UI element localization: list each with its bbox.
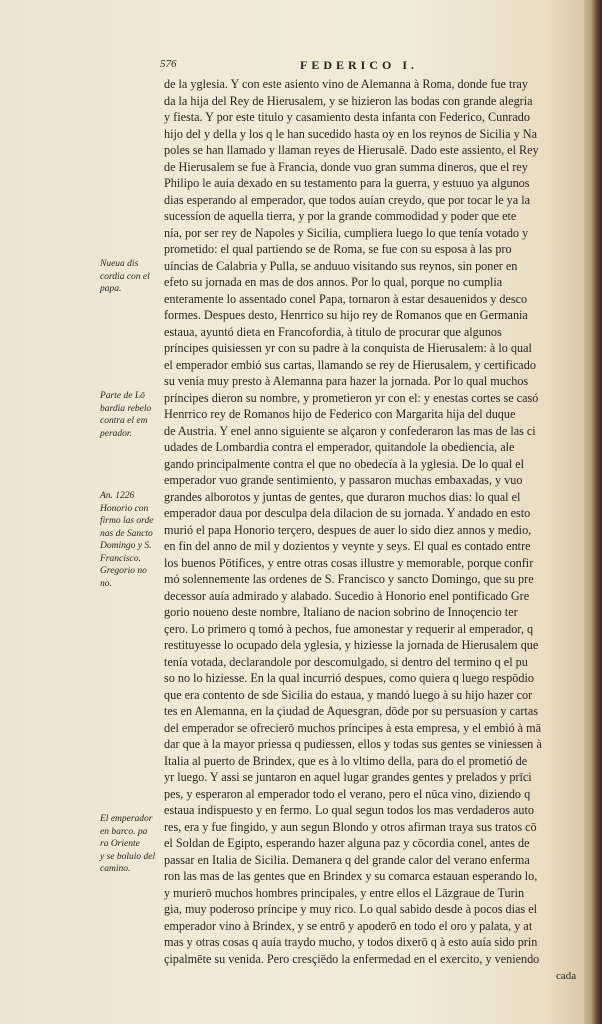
text-line: gia, muy poderoso príncipe y muy rico. Lo qual sabido desde à pocos dias el	[164, 902, 537, 916]
marginal-note-line: ra Oriente	[100, 839, 140, 849]
text-line: dias esperando al emperador, que todos auían creydo, que por tocar le ya la	[164, 192, 531, 207]
text-line: gorio noueno deste nombre, Italiano de nacion sobrino de Innoçencio ter	[164, 605, 518, 619]
text-line: de Austria. Y enel anno siguiente se alçaron y confederaron las mas de las ci	[164, 423, 536, 438]
next-page-edge	[584, 0, 602, 1024]
text-line: emperador vino à Brindex, y se entrō y apoderō en todo el oro y palata, y at	[164, 918, 533, 933]
text-line: emperador daua por desculpa dela dilacion de su jornada. Y andado en esto	[164, 506, 531, 520]
text-line: en fin del anno de mil y dozientos y veynte y seys. El qual es contado entre	[164, 539, 531, 553]
text-line: çipalmēte su venida. Pero cresçiēdo la enfermedad en el exercito, y veniendo	[164, 951, 540, 966]
text-line: efeto su jornada en mas de dos annos. Por lo qual, porque no cumplia	[164, 275, 503, 289]
text-line: y murierō muchos hombres principales, y entre ellos el Lāzgraue de Turin	[164, 885, 525, 900]
text-line: passar en Italia de Sicilia. Demanera q del grande calor del verano enferma	[164, 852, 530, 867]
running-head: FEDERICO I.	[300, 58, 419, 72]
text-line: poles se han llamado y llaman reyes de Hierusalē. Dado este assiento, el Rey	[164, 143, 539, 157]
text-line: pes, y esperaron al emperador todo el verano, pero el nūca vino, diziendo q	[164, 786, 531, 801]
page-number: 576	[160, 58, 177, 70]
marginal-note-line: El emperador	[100, 814, 153, 824]
text-line: estaua indispuesto y en fermo. Lo qual segun todos los mas verdaderos auto	[164, 803, 534, 817]
show-through-text	[120, 190, 160, 260]
text-line: mó solennemente las ordenes de S. Francisco y sancto Domingo, que su pre	[164, 572, 534, 586]
marginal-note-line: Francisco.	[100, 553, 141, 564]
marginal-note-line: firmo las orde	[100, 516, 154, 526]
marginal-note-line: camino.	[100, 864, 131, 874]
text-line: hijo del y della y los q le han sucedido hasta oy en los reynos de Sicilia y Na	[164, 126, 537, 141]
text-line: enteramente lo assentado conel Papa, tornaron à estar desauenidos y desco	[164, 291, 528, 306]
main-text-block	[164, 76, 574, 967]
text-line: udades de Lombardia contra el emperador, quitandole la obediencia, ale	[164, 440, 515, 454]
text-line: estaua, ayuntó dieta en Francofordia, à titulo de procurar que algunos	[164, 324, 502, 339]
text-line: Italia al puerto de Brindex, que es à lo vltimo della, para do el prometió de	[164, 753, 528, 768]
text-line: murió el papa Honorio terçero, despues de auer lo sido diez annos y medio,	[164, 522, 532, 537]
text-line: prometido: el qual partiendo se de Roma, se fue con su esposa à las pro	[164, 242, 512, 256]
text-line: de la yglesia. Y con este asiento vino de Alemanna à Roma, donde fue tray	[164, 77, 528, 91]
text-line: çero. Lo primero q tomó à pechos, fue amonestar y requerir al emperador, q	[164, 621, 534, 636]
text-line: el Soldan de Egipto, esperando hazer alguna paz y cōcordia conel, antes de	[164, 836, 530, 850]
text-line: y fiesta. Y por este titulo y casamiento desta infanta con Federico, Cunrado	[164, 110, 530, 124]
marginal-note-line: An. 1226	[100, 491, 135, 501]
marginal-note-line: nas de Sancto	[100, 528, 153, 539]
text-line: restituyesse lo ocupado dela yglesia, y hiziesse la jornada de Hierusalem que	[164, 638, 539, 652]
text-line: los buenos Pōtífices, y entre otras cosas illustre y memorable, porque confir	[164, 555, 534, 570]
text-line: Philipo le auía dexado en su testamento para la guerra, y estuuo ya algunos	[164, 176, 530, 190]
marginal-note-line: contra el em	[100, 416, 148, 426]
page-header	[0, 58, 584, 74]
marginal-note-discordia	[100, 258, 166, 296]
marginal-note-line: perador.	[100, 428, 132, 439]
marginal-note-line: Honorio con	[100, 503, 149, 514]
text-line: emperador vuo grande sentimiento, y passaron muchas embaxadas, y vuo	[164, 473, 523, 487]
text-line: que era contento de sde Sicilia do estaua, y mandó luego à su hijo hazer cor	[164, 687, 533, 702]
text-line: uíncias de Calabria y Pulla, se anduuo visitando sus reynos, sin poner en	[164, 258, 518, 273]
text-line: decessor auía admirado y alabado. Sucedio à Honorio enel pontificado Gre	[164, 588, 530, 603]
text-line: el emperador embió sus cartas, llamando se rey de Hierusalem, y certificado	[164, 357, 536, 372]
text-line: sucessíon de aquella tierra, y por la grande commodidad y poder que ete	[164, 209, 517, 223]
text-line: tes en Alemanna, en la çiudad de Aquesgran, dōde por su persuasion y cartas	[164, 704, 538, 718]
text-line: Henrrico rey de Romanos hijo de Federico con Margarita hija del duque	[164, 407, 516, 421]
marginal-note-line: Gregorio no	[100, 566, 147, 576]
marginal-note-line: papa.	[100, 284, 122, 294]
text-line: res, era y fue fingido, y aun segun Blondo y otros afirman traya sus tratos cō	[164, 819, 537, 834]
text-line: yr luego. Y assi se juntaron en aquel lugar grandes gentes y prelados y prīci	[164, 770, 532, 784]
text-line: mas y otras cosas q auía traydo mucho, y todos dixerō q à esto auía sido prin	[164, 935, 538, 949]
text-line: príncipes dieron su nombre, y prometieron yr con el: y enestas cortes se casó	[164, 390, 539, 405]
text-line: príncipes quisiessen yr con su padre à la conquista de Hierusalem: à lo qual	[164, 341, 532, 355]
marginal-note-emperador	[100, 813, 166, 876]
marginal-note-line: Nueua dis	[100, 259, 139, 269]
text-line: gando principalmente contra el que no obedecía à la yglesia. De lo qual el	[164, 456, 525, 471]
text-line: formes. Despues desto, Henrrico su hijo rey de Romanos que en Germania	[164, 308, 528, 322]
marginal-note-line: Domingo y S.	[100, 541, 152, 551]
text-line: tenía votada, declarandole por descomulgado, si dentro del termino q el pu	[164, 654, 528, 669]
text-line: dar que à la mayor priessa q pudiessen, ellos y todas sus gentes se viniessen à	[164, 737, 542, 751]
text-line: ron las mas de las gentes que en Brindex y su comarca estauan esperando lo,	[164, 869, 538, 883]
marginal-note-line: bardia rebelo	[100, 403, 152, 414]
text-line: su venía muy presto à Alemanna para hazer la jornada. Por lo qual muchos	[164, 374, 529, 388]
marginal-note-line: y se boluio del	[100, 851, 156, 862]
text-line: del emperador se ofrecierō muchos príncipes à esta empresa, y el embió à mā	[164, 720, 541, 735]
marginal-note-line: en barco. pa	[100, 826, 148, 837]
marginal-note-line: Parte de Lō	[100, 391, 145, 401]
text-line: de Hierusalem se fue à Francia, donde vuo gran summa dineros, que el rey	[164, 159, 528, 174]
marginal-note-honorio	[100, 490, 166, 590]
marginal-note-line: no.	[100, 578, 112, 589]
text-line: grandes alborotos y juntas de gentes, que duraron muchos dias: lo qual el	[164, 489, 521, 504]
text-line: so no lo hiziesse. En la qual incurrió despues, como quiera q luego respōdio	[164, 671, 534, 685]
text-line: da la hija del Rey de Hierusalem, y se hizieron las bodas con grande alegria	[164, 93, 533, 108]
marginal-note-lombardia	[100, 390, 166, 440]
text-line: nía, por ser rey de Napoles y Sicilia, cumpliera luego lo que tenía votado y	[164, 225, 529, 240]
catchword: cada	[556, 970, 577, 982]
marginal-note-line: cordia con el	[100, 271, 150, 282]
